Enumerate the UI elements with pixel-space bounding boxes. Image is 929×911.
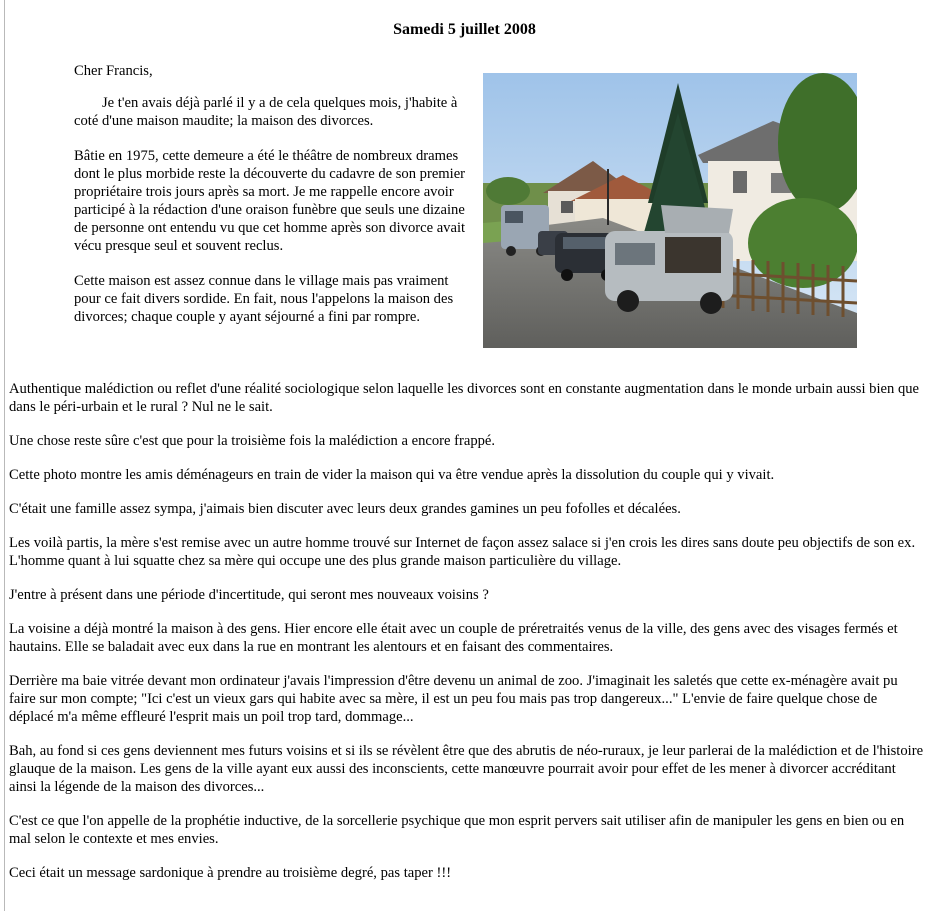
- article-body: [9, 380, 924, 898]
- left-border-line: [4, 0, 5, 911]
- letter-paragraph-3: Cette maison est assez connue dans le village mais pas vraiment pour ce fait divers sordide. En fait, nous l'appelons la maison des divorces; chaque couple y ayant séjourné a fini par rompre.: [74, 273, 454, 325]
- article-paragraph: Une chose reste sûre c'est que pour la troisième fois la malédiction a encore frappé.: [9, 433, 496, 449]
- letter-greeting: Cher Francis,: [74, 63, 153, 79]
- article-paragraph: C'est ce que l'on appelle de la prophétie inductive, de la sorcellerie psychique que mon esprit pervers sait utiliser afin de manipuler les gens en bien ou en mal selon le contexte et mes envies.: [9, 813, 905, 847]
- article-paragraph: Cette photo montre les amis déménageurs en train de vider la maison qui va être vendue après la dissolution du couple qui y vivait.: [9, 467, 775, 483]
- article-paragraph: J'entre à présent dans une période d'incertitude, qui seront mes nouveaux voisins ?: [9, 587, 489, 603]
- letter-intro: [74, 62, 478, 343]
- letter-paragraph-2: Bâtie en 1975, cette demeure a été le théâtre de nombreux drames dont le plus morbide reste la découverte du cadavre de son premier propriétaire trois jours après sa mort. Je me rappelle encore avoir participé à la rédaction d'une oraison funèbre que seuls une dizaine de personne ont entendu vu que cet homme après son divorce avait vécu presque seul et souvent reclus.: [74, 148, 466, 254]
- article-paragraph: C'était une famille assez sympa, j'aimais bien discuter avec leurs deux grandes gamines un peu fofolles et décalées.: [9, 501, 681, 517]
- article-paragraph: La voisine a déjà montré la maison à des gens. Hier encore elle était avec un couple de préretraités venus de la ville, des gens avec des visages fermés et hautains. Elle se baladait avec eux dans la rue en montrant les alentours et en faisant des commentaires.: [9, 621, 898, 655]
- letter-paragraph-1: Je t'en avais déjà parlé il y a de cela quelques mois, j'habite à coté d'une maison maudite; la maison des divorces.: [74, 95, 458, 129]
- article-paragraph: Bah, au fond si ces gens deviennent mes futurs voisins et si ils se révèlent être que des abrutis de néo-ruraux, je leur parlerai de la malédiction et de l'histoire glauque de la maison. Les gens de la ville ayant eux aussi des inconscients, cette manœuvre pourrait avoir pour effet de les mener à divorcer accréditant ainsi la légende de la maison des divorces...: [9, 743, 924, 795]
- article-paragraph: Derrière ma baie vitrée devant mon ordinateur j'avais l'impression d'être devenu un animal de zoo. J'imaginait les saletés que cette ex-ménagère avait pu faire sur mon compte; "Ici c'est un vieux gars qui habite avec sa mère, il est un peu fou mais pas trop dangereux..." L'envie de faire quelque chose de déplacé m'a même effleuré l'esprit mais un poil trop tard, dommage...: [9, 673, 898, 725]
- article-paragraph: Ceci était un message sardonique à prendre au troisième degré, pas taper !!!: [9, 865, 452, 881]
- street-photo: [483, 73, 857, 348]
- article-paragraph: Les voilà partis, la mère s'est remise avec un autre homme trouvé sur Internet de façon assez salace si j'en crois les dires sans doute peu objectifs de son ex. L'homme quant à lui squatte chez sa mère qui occupe une des plus grande maison particulière du village.: [9, 535, 916, 569]
- post-date: Samedi 5 juillet 2008: [393, 21, 536, 38]
- article-paragraph: Authentique malédiction ou reflet d'une réalité sociologique selon laquelle les divorces sont en constante augmentation dans le monde urbain aussi bien que dans le péri-urbain et le rural ? Nul ne le sait.: [9, 381, 920, 415]
